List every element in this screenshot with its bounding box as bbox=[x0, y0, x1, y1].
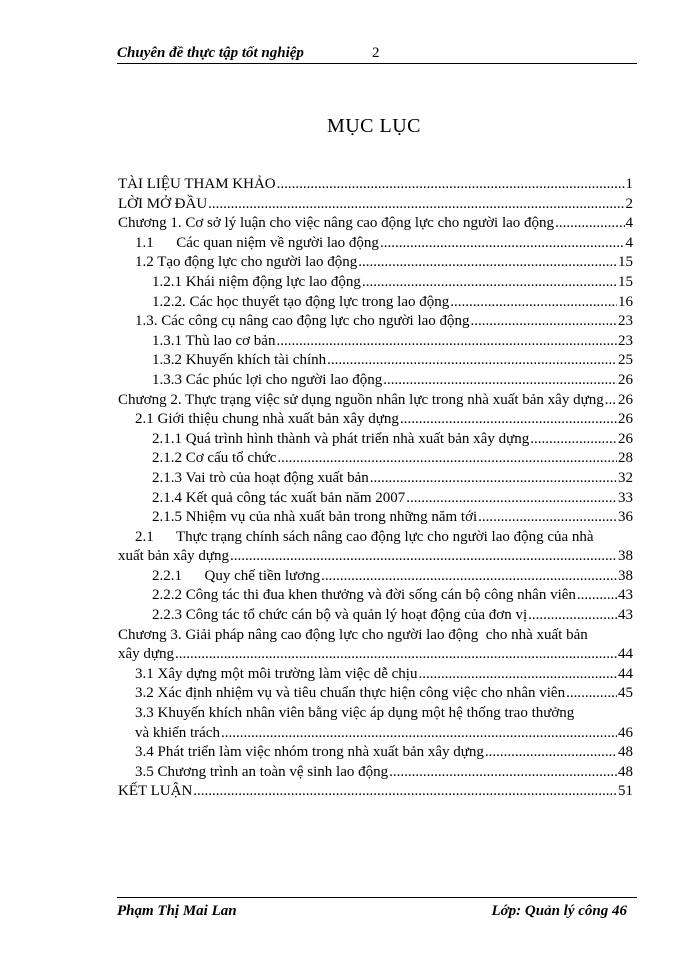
toc-entry-page: 15 bbox=[618, 273, 633, 290]
toc-leader bbox=[380, 234, 625, 254]
toc-entry-label: 1.3.2 Khuyến khích tài chính bbox=[152, 352, 327, 369]
toc-leader bbox=[605, 391, 617, 411]
toc-entry-page: 46 bbox=[618, 724, 633, 741]
toc-entry[interactable] bbox=[118, 391, 633, 411]
toc-entry-label: Chương 2. Thực trạng việc sử dụng nguồn nhân lực trong nhà xuất bản xây dựng bbox=[118, 391, 604, 408]
toc-entry-page: 48 bbox=[618, 763, 633, 780]
toc-leader bbox=[221, 724, 617, 744]
toc-leader bbox=[277, 175, 625, 195]
toc-leader bbox=[485, 743, 617, 763]
toc-entry-label: 3.3 Khuyến khích nhân viên bằng việc áp dụng một hệ thống trao thưởng bbox=[135, 705, 575, 722]
toc-leader bbox=[383, 371, 617, 391]
toc-entry-page: 44 bbox=[618, 646, 633, 663]
toc-entry-label: 2.1.2 Cơ cấu tổ chức bbox=[152, 450, 277, 467]
toc-entry[interactable] bbox=[118, 371, 633, 391]
toc-entry[interactable] bbox=[118, 469, 633, 489]
toc-entry-continuation[interactable] bbox=[118, 645, 633, 665]
toc-entry-label: 2.2.3 Công tác tổ chức cán bộ và quản lý hoạt động của đơn vị bbox=[152, 607, 528, 624]
toc-entry-label: KẾT LUẬN bbox=[118, 783, 193, 800]
toc-entry[interactable] bbox=[118, 273, 633, 293]
toc-entry[interactable] bbox=[118, 430, 633, 450]
toc-entry-label: 2.1 Giới thiệu chung nhà xuất bản xây dựng bbox=[135, 411, 399, 428]
toc-entry-wrapped[interactable] bbox=[118, 528, 633, 548]
toc-title: MỤC LỤC bbox=[326, 115, 422, 137]
toc-entry-page: 26 bbox=[618, 371, 633, 388]
toc-leader bbox=[276, 332, 617, 352]
toc-entry-continuation[interactable] bbox=[118, 724, 633, 744]
toc-entry-page: 26 bbox=[618, 391, 633, 408]
toc-entry[interactable] bbox=[118, 312, 633, 332]
toc-entry-page: 23 bbox=[618, 313, 633, 330]
toc-leader bbox=[530, 430, 617, 450]
toc-entry-label: 1.3.1 Thù lao cơ bản bbox=[152, 332, 276, 349]
toc-leader bbox=[418, 665, 617, 685]
toc-entry-page: 45 bbox=[618, 685, 633, 702]
toc-entry[interactable] bbox=[118, 332, 633, 352]
toc-leader bbox=[321, 567, 617, 587]
toc-leader bbox=[175, 645, 617, 665]
toc-entry-label: 1.1 Các quan niệm về người lao động bbox=[135, 234, 379, 251]
toc-entry-page: 26 bbox=[618, 430, 633, 447]
toc-entry-page: 38 bbox=[618, 567, 633, 584]
toc-entry[interactable] bbox=[118, 351, 633, 371]
toc-entry[interactable] bbox=[118, 253, 633, 273]
toc-entry[interactable] bbox=[118, 410, 633, 430]
toc-entry-label: 2.1 Thực trạng chính sách nâng cao động lực cho người lao động của nhà bbox=[135, 528, 594, 545]
toc-entry-wrapped[interactable] bbox=[118, 626, 633, 646]
toc-entry-page: 33 bbox=[618, 489, 633, 506]
toc-leader bbox=[358, 253, 617, 273]
toc-entry-page: 43 bbox=[618, 587, 633, 604]
page-footer bbox=[117, 902, 637, 920]
toc-leader bbox=[230, 547, 617, 567]
toc-entry[interactable] bbox=[118, 175, 633, 195]
toc-leader bbox=[362, 273, 617, 293]
toc-entry[interactable] bbox=[118, 234, 633, 254]
toc-entry-label: Chương 1. Cơ sở lý luận cho việc nâng cao động lực cho người lao động bbox=[118, 215, 555, 232]
toc-entry-page: 25 bbox=[618, 352, 633, 369]
header-title: Chuyên đề thực tập tốt nghiệp bbox=[117, 45, 304, 61]
toc-entry-label: 2.1.1 Quá trình hình thành và phát triển nhà xuất bản xây dựng bbox=[152, 430, 530, 447]
toc-entry[interactable] bbox=[118, 489, 633, 509]
toc-leader bbox=[193, 782, 617, 802]
toc-entry[interactable] bbox=[118, 449, 633, 469]
toc-entry-page: 2 bbox=[625, 195, 633, 212]
toc-leader bbox=[327, 351, 617, 371]
toc-entry-label: 3.5 Chương trình an toàn vệ sinh lao động bbox=[135, 763, 389, 780]
toc-entry-page: 1 bbox=[625, 176, 633, 192]
toc-entry-label: 3.2 Xác định nhiệm vụ và tiêu chuẩn thực hiện công việc cho nhân viên bbox=[135, 685, 566, 702]
toc-leader bbox=[400, 410, 617, 430]
toc-entry[interactable] bbox=[118, 195, 633, 215]
toc-entry-label: 2.1.4 Kết quả công tác xuất bản năm 2007 bbox=[152, 489, 406, 506]
toc-entry-label: 3.1 Xây dựng một môi trường làm việc dễ chịu bbox=[135, 665, 418, 682]
toc-entry-wrapped[interactable] bbox=[118, 704, 633, 724]
toc-entry-page: 51 bbox=[618, 783, 633, 800]
toc-leader bbox=[528, 606, 617, 626]
toc-entry-label: LỜI MỞ ĐẦU bbox=[118, 195, 208, 212]
toc-leader bbox=[450, 293, 617, 313]
toc-entry-page: 43 bbox=[618, 607, 633, 624]
toc-entry-label: 1.3.3 Các phúc lợi cho người lao động bbox=[152, 371, 383, 388]
toc-leader bbox=[478, 508, 617, 528]
toc-entry[interactable] bbox=[118, 567, 633, 587]
toc-entry[interactable] bbox=[118, 293, 633, 313]
toc-entry-label: 3.4 Phát triển làm việc nhóm trong nhà xuất bản xây dựng bbox=[135, 744, 484, 761]
toc-entry-page: 44 bbox=[618, 665, 633, 682]
toc-entry-label: 1.3. Các công cụ nâng cao động lực cho người lao động bbox=[135, 313, 470, 330]
toc-entry-page: 28 bbox=[618, 450, 633, 467]
toc-entry-label: Chương 3. Giải pháp nâng cao động lực cho người lao động cho nhà xuất bản bbox=[118, 626, 588, 643]
toc-entry-label: 2.1.3 Vai trò của hoạt động xuất bản bbox=[152, 469, 369, 486]
footer-class-info: Lớp: Quản lý công 46 bbox=[491, 903, 627, 919]
toc-leader bbox=[406, 489, 617, 509]
toc-entry-label: 2.1.5 Nhiệm vụ của nhà xuất bản trong những năm tới bbox=[152, 509, 478, 526]
toc-leader bbox=[208, 195, 624, 215]
toc-entry-continuation-label: và khiển trách bbox=[135, 724, 220, 741]
toc-entry-page: 48 bbox=[618, 744, 633, 761]
toc-leader bbox=[471, 312, 617, 332]
toc-leader bbox=[389, 763, 617, 783]
toc-entry-page: 26 bbox=[618, 411, 633, 428]
toc-entry-page: 16 bbox=[618, 293, 633, 310]
toc-entry-page: 23 bbox=[618, 332, 633, 349]
toc-entry[interactable] bbox=[118, 214, 633, 234]
page-header bbox=[117, 44, 637, 62]
header-divider bbox=[117, 63, 637, 64]
toc-entry-continuation-label: xây dựng bbox=[118, 646, 175, 663]
toc-leader bbox=[566, 684, 617, 704]
toc-entry-label: 2.2.1 Quy chế tiền lương bbox=[152, 567, 321, 584]
footer-author: Phạm Thị Mai Lan bbox=[117, 903, 237, 919]
toc-entry-label: 1.2.2. Các học thuyết tạo động lực trong lao động bbox=[152, 293, 450, 310]
toc-entry[interactable] bbox=[118, 606, 633, 626]
toc-leader bbox=[577, 586, 617, 606]
toc-entry[interactable] bbox=[118, 782, 633, 802]
toc-entry-label: 2.2.2 Công tác thi đua khen thưởng và đời sống cán bộ công nhân viên bbox=[152, 587, 576, 604]
toc-entry[interactable] bbox=[118, 665, 633, 685]
toc-entry[interactable] bbox=[118, 684, 633, 704]
toc-entry-page: 38 bbox=[618, 548, 633, 565]
toc-entry[interactable] bbox=[118, 508, 633, 528]
toc-leader bbox=[277, 449, 617, 469]
header-page-number: 2 bbox=[372, 45, 380, 61]
table-of-contents bbox=[118, 175, 633, 802]
toc-entry[interactable] bbox=[118, 586, 633, 606]
toc-entry-label: 1.2.1 Khái niệm động lực lao động bbox=[152, 273, 361, 290]
toc-entry-page: 4 bbox=[625, 215, 633, 232]
toc-entry-page: 32 bbox=[618, 469, 633, 486]
toc-entry-label: TÀI LIỆU THAM KHẢO bbox=[118, 176, 276, 192]
footer-divider bbox=[117, 897, 637, 898]
toc-entry-continuation-label: xuất bản xây dựng bbox=[118, 548, 230, 565]
toc-entry-continuation[interactable] bbox=[118, 547, 633, 567]
toc-entry-page: 36 bbox=[618, 509, 633, 526]
toc-entry-page: 15 bbox=[618, 254, 633, 271]
toc-entry[interactable] bbox=[118, 763, 633, 783]
toc-entry-page: 4 bbox=[625, 234, 633, 251]
toc-entry[interactable] bbox=[118, 743, 633, 763]
toc-leader bbox=[370, 469, 617, 489]
toc-leader bbox=[555, 214, 624, 234]
toc-entry-label: 1.2 Tạo động lực cho người lao động bbox=[135, 254, 358, 271]
